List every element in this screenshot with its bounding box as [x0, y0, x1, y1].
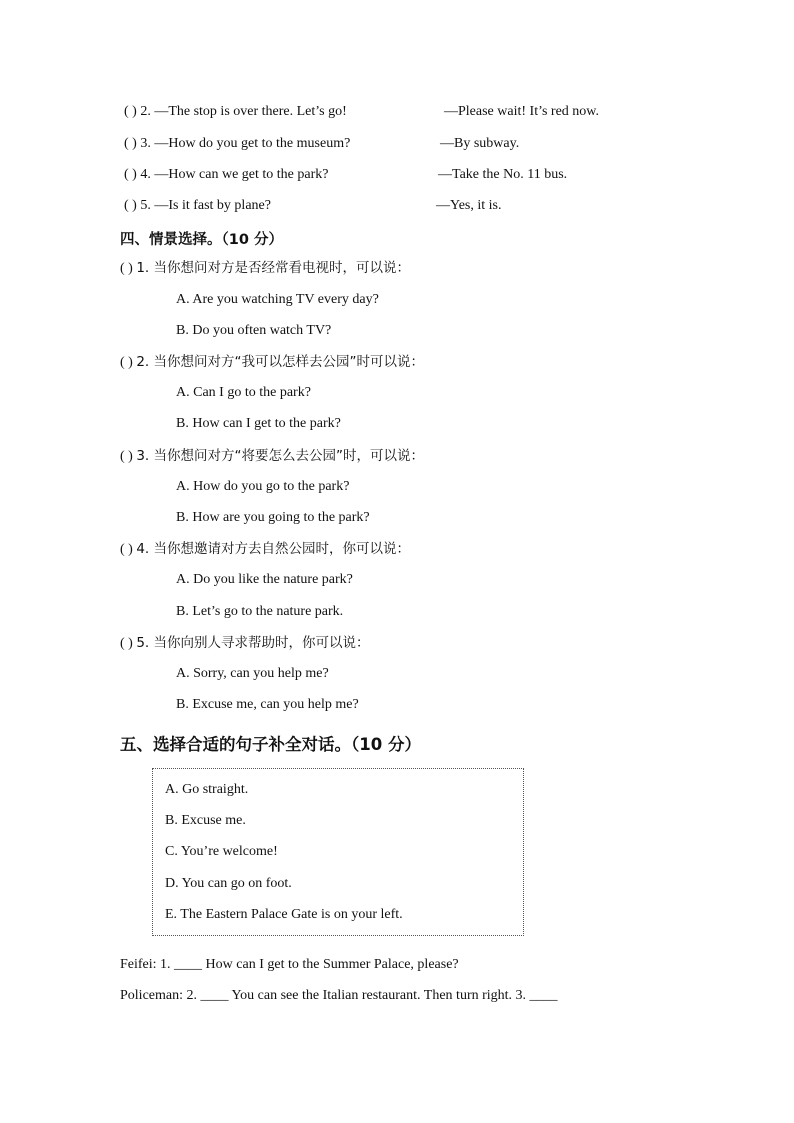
answer-blank[interactable]: ( ) [124, 167, 137, 182]
answer-blank[interactable]: ( ) [124, 136, 137, 151]
answer-blank[interactable]: ( ) [120, 261, 133, 276]
s3-reply-5: —Yes, it is. [436, 198, 502, 213]
s4-q2-option-a: A. Can I go to the park? [176, 385, 311, 400]
question-stem: 3. 当你想问对方“将要怎么去公园”时，可以说： [136, 448, 424, 464]
answer-blank[interactable]: ( ) [124, 198, 137, 213]
s4-q1-option-b: B. Do you often watch TV? [176, 323, 332, 338]
prompt: 2. —The stop is over there. Let’s go! [140, 104, 347, 119]
question-stem: 5. 当你向别人寻求帮助时，你可以说： [136, 635, 370, 651]
option-c: C. You’re welcome! [165, 844, 278, 859]
s4-question-1 [120, 259, 410, 278]
answer-blank[interactable]: ( ) [120, 636, 133, 651]
s4-q5-option-a: A. Sorry, can you help me? [176, 666, 329, 681]
s3-reply-2: —Please wait! It’s red now. [444, 104, 599, 119]
s3-item-2 [124, 103, 347, 121]
s4-q4-option-a: A. Do you like the nature park? [176, 572, 353, 587]
option-a: A. Go straight. [165, 782, 249, 797]
answer-blank[interactable]: ( ) [120, 449, 133, 464]
options-box [152, 768, 524, 936]
s4-question-2 [120, 353, 424, 372]
answer-blank[interactable]: ( ) [124, 104, 137, 119]
question-stem: 4. 当你想邀请对方去自然公园时，你可以说： [136, 541, 410, 557]
s4-question-5 [120, 634, 370, 653]
answer-blank[interactable]: ( ) [120, 542, 133, 557]
s4-q1-option-a: A. Are you watching TV every day? [176, 292, 379, 307]
prompt: 4. —How can we get to the park? [140, 167, 329, 182]
s4-q3-option-a: A. How do you go to the park? [176, 479, 350, 494]
s4-question-4 [120, 540, 410, 559]
option-e: E. The Eastern Palace Gate is on your left. [165, 907, 403, 922]
s4-q2-option-b: B. How can I get to the park? [176, 416, 341, 431]
prompt: 3. —How do you get to the museum? [140, 136, 351, 151]
prompt: 5. —Is it fast by plane? [140, 198, 271, 213]
s4-q3-option-b: B. How are you going to the park? [176, 510, 370, 525]
s4-q4-option-b: B. Let’s go to the nature park. [176, 604, 344, 619]
answer-blank[interactable]: ( ) [120, 355, 133, 370]
s3-item-4 [124, 166, 329, 184]
option-d: D. You can go on foot. [165, 876, 292, 891]
s4-q5-option-b: B. Excuse me, can you help me? [176, 697, 359, 712]
question-stem: 1. 当你想问对方是否经常看电视时，可以说： [136, 260, 410, 276]
s3-item-3 [124, 135, 350, 153]
s4-question-3 [120, 447, 424, 466]
s3-item-5 [124, 197, 271, 215]
dialogue-line-feifei: Feifei: 1. ____ How can I get to the Summer Palace, please? [120, 957, 459, 972]
option-b: B. Excuse me. [165, 813, 246, 828]
question-stem: 2. 当你想问对方“我可以怎样去公园”时可以说： [136, 354, 424, 370]
section5-title: 五、选择合适的句子补全对话。（10 分） [120, 735, 421, 754]
s3-reply-4: —Take the No. 11 bus. [438, 167, 568, 182]
section4-title: 四、情景选择。（10 分） [120, 232, 283, 248]
dialogue-line-policeman: Policeman: 2. ____ You can see the Italian restaurant. Then turn right. 3. ____ [120, 988, 558, 1003]
s3-reply-3: —By subway. [440, 136, 520, 151]
